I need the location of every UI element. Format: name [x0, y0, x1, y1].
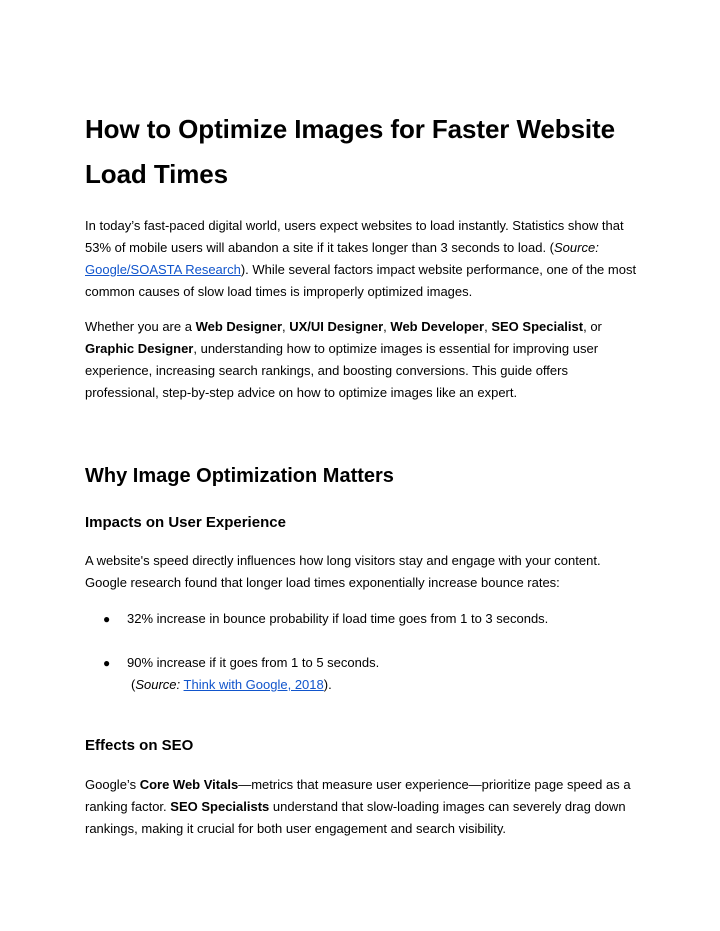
list-item-text: 32% increase in bounce probability if load time goes from 1 to 3 seconds.: [127, 611, 549, 626]
intro-source-label: Source:: [554, 240, 599, 255]
role-separator: ,: [383, 319, 391, 334]
role-seo-specialist: SEO Specialist: [491, 319, 584, 334]
intro-text-after: ). While several factors impact website performance, one of the most common causes of slow load times is improperly optimized images.: [85, 262, 637, 299]
role-separator: , or: [583, 319, 602, 334]
role-graphic-designer: Graphic Designer: [85, 341, 194, 356]
audience-lead: Whether you are a: [85, 319, 196, 334]
bullet-dot-icon: ●: [103, 612, 111, 626]
intro-text-before: In today’s fast-paced digital world, users expect websites to load instantly. Statistics show that 53% of mobile users will abandon a site if it takes longer than 3 seconds to load. (: [85, 218, 624, 255]
list-item-text: 90% increase if it goes from 1 to 5 seconds.: [127, 655, 380, 670]
ux-source-citation: [131, 674, 332, 696]
subheading-user-experience: Impacts on User Experience: [85, 514, 286, 531]
seo-paragraph: [85, 774, 645, 840]
source-close: ).: [323, 677, 332, 692]
audience-paragraph: [85, 316, 645, 404]
seo-mid: —metrics that measure user experience—prioritize page speed as a ranking factor.: [85, 777, 631, 814]
bullet-dot-icon: ●: [103, 656, 111, 670]
role-web-developer: Web Developer: [390, 319, 485, 334]
source-label: Source:: [135, 677, 181, 692]
audience-tail: , understanding how to optimize images is essential for improving user experience, increasing search rankings, and boosting conversions. This guide offers professional, step-by-step advice on how to optimize images like an expert.: [85, 341, 599, 400]
term-core-web-vitals: Core Web Vitals: [139, 777, 239, 792]
term-seo-specialists: SEO Specialists: [170, 799, 270, 814]
intro-paragraph: [85, 215, 645, 303]
role-web-designer: Web Designer: [195, 319, 283, 334]
source-link-google-soasta[interactable]: Google/SOASTA Research: [85, 262, 241, 277]
source-open: (: [131, 677, 136, 692]
seo-tail: understand that slow-loading images can severely drag down rankings, making it crucial for both user engagement and search visibility.: [85, 799, 626, 836]
seo-lead: Google’s: [85, 777, 140, 792]
role-separator: ,: [282, 319, 290, 334]
section-heading-why: Why Image Optimization Matters: [85, 465, 394, 487]
ux-paragraph: A website's speed directly influences how long visitors stay and engage with your content. Google research found that longer load times exponentially increase bounce rates:: [85, 553, 601, 590]
page-title: How to Optimize Images for Faster Website Load Times: [85, 114, 615, 189]
role-ux-ui-designer: UX/UI Designer: [289, 319, 384, 334]
source-link-think-with-google[interactable]: Think with Google, 2018: [183, 677, 324, 692]
role-separator: ,: [484, 319, 492, 334]
subheading-effects-on-seo: Effects on SEO: [85, 737, 194, 754]
